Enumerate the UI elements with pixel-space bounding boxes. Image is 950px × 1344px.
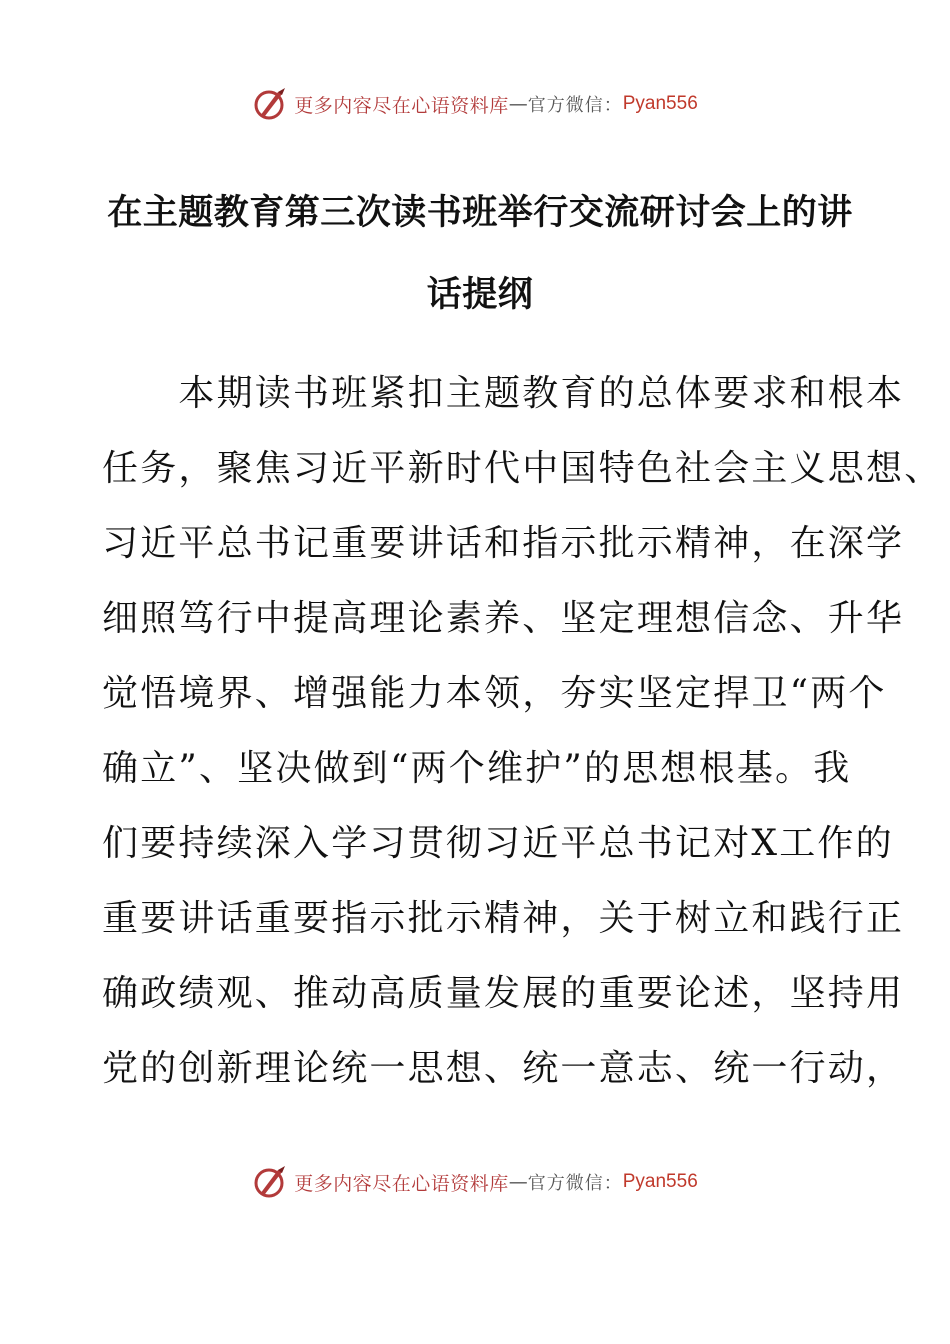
banner-wechat-label: 官方微信： [527,1173,623,1194]
paragraph-line: 任务，聚焦习近平新时代中国特色社会主义思想、 [102,448,943,489]
banner-separator: — [508,1171,528,1193]
body-paragraph [102,356,943,1106]
banner-wechat-label: 官方微信： [527,95,623,116]
footer-banner [0,1160,950,1204]
banner-separator: — [508,93,528,115]
paragraph-line: 确政绩观、推动高质量发展的重要论述，坚持用 [102,973,905,1014]
paragraph-line: 重要讲话重要指示批示精神，关于树立和践行正 [102,898,905,939]
paragraph-line: 确立”、坚决做到“两个维护”的思想根基。我 [102,748,852,789]
quill-pen-logo-icon [252,1164,288,1200]
paragraph-line: 觉悟境界、增强能力本领，夯实坚定捍卫“两个 [102,673,887,714]
title-line: 在主题教育第三次读书班举行交流研讨会上的讲 [107,193,853,233]
banner-wechat-id: Pyan556 [622,93,698,114]
banner-text: 更多内容尽在心语资料库 [294,1172,509,1195]
banner-wechat-id: Pyan556 [622,1171,698,1192]
paragraph-line: 细照笃行中提高理论素养、坚定理想信念、升华 [102,598,905,639]
paragraph-line: 习近平总书记重要讲话和指示批示精神，在深学 [102,523,905,564]
quill-pen-logo-icon [252,86,288,122]
header-banner [0,82,950,126]
document-title [100,172,860,336]
paragraph-line: 党的创新理论统一思想、统一意志、统一行动， [102,1048,905,1089]
title-line: 话提纲 [426,275,534,315]
banner-text: 更多内容尽在心语资料库 [294,94,509,117]
paragraph-line: 们要持续深入学习贯彻习近平总书记对X工作的 [102,823,894,864]
paragraph-line: 本期读书班紧扣主题教育的总体要求和根本 [102,373,905,414]
